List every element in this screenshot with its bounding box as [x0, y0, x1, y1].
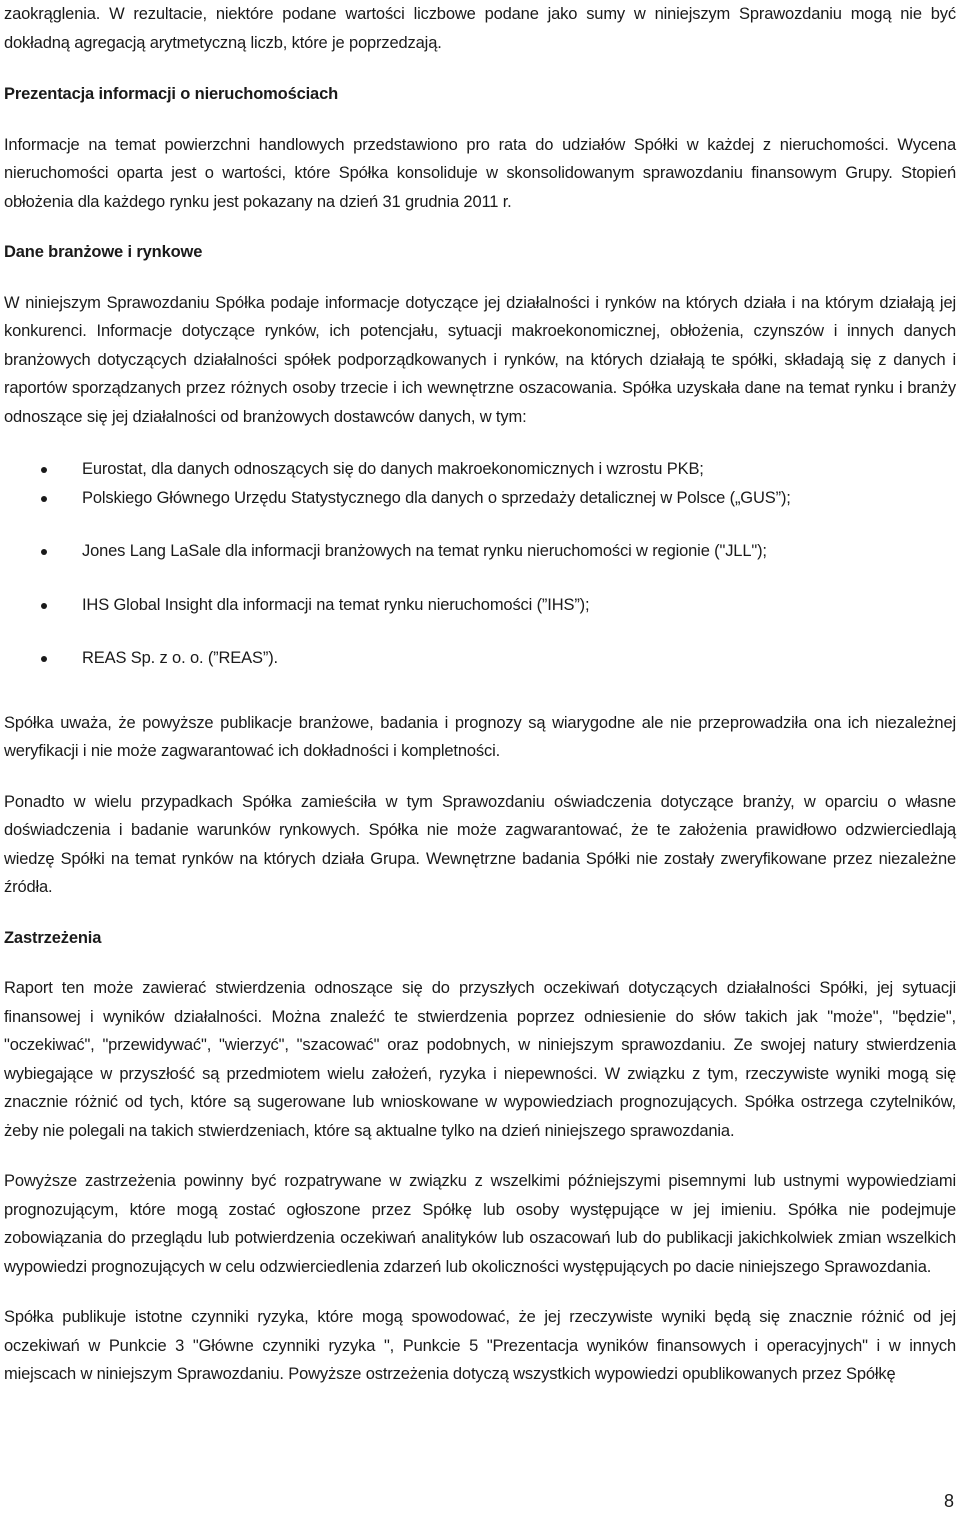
list-item — [4, 484, 956, 513]
property-paragraph: Informacje na temat powierzchni handlowych przedstawiono pro rata do udziałów Spółki w każdej z nieruchomości. Wycena nieruchomości oparta jest o wartości, które Spółka konsoliduje w skonsolidowanym sprawozdaniu finansowym Grupy. Stopień obłożenia dla każdego rynku jest pokazany na dzień 31 grudnia 2011 r. — [4, 135, 956, 211]
list-item — [4, 591, 956, 620]
heading-disclaimers: Zastrzeżenia — [4, 928, 102, 947]
page-number: 8 — [943, 1491, 954, 1511]
market-paragraph: W niniejszym Sprawozdaniu Spółka podaje informacje dotyczące jej działalności i rynków na których działa i na którym działają jej konkurenci. Informacje dotyczące rynków, ich potencjału, sytuacji makroekonomicznej, obłożenia, czynszów i innych danych branżowych dotyczących działalności spółek podporządkowanych i rynków, na których działają te spółki, składają się z danych i raportów sporządzanych przez różnych osoby trzecie i ich wewnętrzne oszacowania. Spółka uzyskała dane na temat rynku i branży odnoszące się jej działalności od branżowych dostawców danych, w tym: — [4, 293, 956, 426]
bullet-icon — [41, 467, 47, 473]
list-item — [4, 537, 956, 566]
heading-property-info: Prezentacja informacji o nieruchomościach — [4, 85, 339, 103]
data-sources-list — [4, 455, 956, 673]
reliability-paragraph: Spółka uważa, że powyższe publikacje branżowe, badania i prognozy są wiarygodne ale nie przeprowadziła ona ich niezależnej weryfikacji i nie może zagwarantować ich dokładności i kompletności. — [4, 713, 956, 760]
risk-factors-paragraph: Spółka publikuje istotne czynniki ryzyka, które mogą spowodować, że jej rzeczywiste wyniki będą się znacznie różnić od jej oczekiwań w Punkcie 3 "Główne czynniki ryzyka ", Punkcie 5 "Prezentacja wyników finansowych i operacyjnych" i w innych miejscach w niniejszym Sprawozdaniu. Powyższe ostrzeżenia dotyczą wszystkich wypowiedzi opublikowanych przez Spółkę — [4, 1308, 956, 1383]
document-page — [4, 0, 956, 1389]
list-item-text: IHS Global Insight dla informacji na temat rynku nieruchomości (”IHS”); — [82, 595, 590, 614]
forward-looking-paragraph: Raport ten może zawierać stwierdzenia odnoszące się do przyszłych oczekiwań dotyczących działalności Spółki, jej sytuacji finansowej i wyników działalności. Można znaleźć te stwierdzenia poprzez odniesienie do słów takich jak "może", "będzie", "oczekiwać", "przewidywać", "wierzyć", "szacować" oraz podobnych, w niniejszym sprawozdaniu. Ze swojej natury stwierdzenia wybiegające w przyszłość są przedmiotem wielu założeń, ryzyka i niepewności. W związku z tym, rzeczywiste wyniki mogą się znacznie różnić od tych, które są sugerowane lub wnioskowane w wypowiedziach prognozujących. Spółka ostrzega czytelników, żeby nie polegali na takich stwierdzeniach, które są aktualne tylko na dzień niniejszego sprawozdania. — [4, 979, 956, 1140]
list-item — [4, 455, 956, 484]
list-item-text: Jones Lang LaSale dla informacji branżowych na temat rynku nieruchomości w regionie ("JLL"); — [82, 542, 767, 560]
bullet-icon — [41, 656, 47, 662]
bullet-icon — [41, 603, 47, 609]
list-item — [4, 644, 956, 673]
list-item-text: REAS Sp. z o. o. (”REAS”). — [82, 649, 278, 667]
list-item-text: Eurostat, dla danych odnoszących się do danych makroekonomicznych i wzrostu PKB; — [82, 460, 704, 478]
intro-paragraph: zaokrąglenia. W rezultacie, niektóre podane wartości liczbowe podane jako sumy w niniejszym Sprawozdaniu mogą nie być dokładną agregacją arytmetyczną liczb, które je poprzedzają. — [4, 5, 956, 52]
bullet-icon — [41, 549, 47, 555]
list-item-text: Polskiego Głównego Urzędu Statystycznego dla danych o sprzedaży detalicznej w Polsce („GUS”); — [82, 488, 791, 507]
disclaimer-scope-paragraph: Powyższe zastrzeżenia powinny być rozpatrywane w związku z wszelkimi późniejszymi pisemnymi lub ustnymi wypowiedziami prognozującym, które mogą zostać ogłoszone przez Spółkę lub osoby występujące w jej imieniu. Spółka nie podejmuje zobowiązania do przeglądu lub potwierdzenia oczekiwań analityków lub oszacowań lub do publikacji jakichkolwiek zmian wszelkich wypowiedzi prognozujących w celu odzwierciedlenia zdarzeń lub okoliczności występujących po dacie niniejszego Sprawozdania. — [4, 1172, 956, 1276]
heading-market-data: Dane branżowe i rynkowe — [4, 243, 203, 261]
bullet-icon — [41, 496, 47, 502]
industry-statements-paragraph: Ponadto w wielu przypadkach Spółka zamieściła w tym Sprawozdaniu oświadczenia dotyczące branży, w oparciu o własne doświadczenia i badanie warunków rynkowych. Spółka nie może zagwarantować, że te założenia prawidłowo odzwierciedlają wiedzę Spółki na temat rynków na których działa Grupa. Wewnętrzne badania Spółki nie zostały zweryfikowane przez niezależne źródła. — [4, 792, 956, 896]
